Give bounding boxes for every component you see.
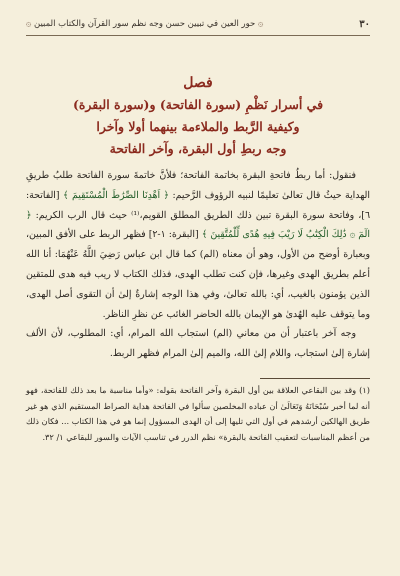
- heading-line-3: وكيفية الرَّبط والملاءمة بينهما أولا وآخرا: [96, 119, 300, 134]
- paragraph-1-text-a: فنقول: أما ربطُ فاتحةِ البقرة بخاتمة الفاتحة؛ فلأنَّ خاتمةَ سورة الفاتحة طلبُ طريقِ الهداية حيثُ قال تعالىٰ تعليمًا لنبيه الرؤوف الرَّحيم:: [26, 170, 370, 201]
- paragraph-1-text-c: [البقرة: ١-٢] فظهر الربط على الأفق المبين، وبعبارة أوضح من الأول، وهو أن معناه (الم) كما قال ابن عباس رَضِيَ اللَّهُ عَنْهُمَا: أنا الله أعلم بطريق الهدى وغيرها، فإن كنت تطلب الهدى، فذلك الكتاب لا ريب فيه هدى للمتقين الذين يؤمنون بالغيب، أي: بالله تعالىٰ، وفي هذا الوجه إشارةٌ إلىٰ أن التقوى أصل الهدى، وما يتوقف عليه الهُدىٰ هو الإيمان بالله الحاضر الغائب عن نظرِ الناظر.: [26, 229, 370, 320]
- body-text: [26, 166, 370, 364]
- header-rule: [26, 35, 370, 36]
- footnote-rule: [260, 378, 370, 379]
- ornament-icon: ۞: [257, 19, 264, 29]
- heading-line-2: في أسرار نَظْمِ (سورة الفاتحة) و(سورة البقرة): [72, 97, 324, 112]
- heading-line-4: وجه ربطِ أول البقرة، وآخر الفاتحة: [109, 141, 287, 156]
- ornament-icon: ۞: [26, 19, 32, 29]
- footnote: (١) وقد بين البقاعي العلاقة بين أول البقرة وآخر الفاتحة بقوله: «وأما مناسبة ما بعد ذلك للفاتحة، فهو أنه لما أخبر سُبْحَانَهُ وَتَعَالَىٰ أن عباده المخلصين سألوا في الفاتحة هداية الصراط المستقيم الذي هو غير طريق الهالكين أرشدهم في أول التي تليها إلى أن الهدى المسؤول إنما هو في هذا الكتاب ... فكان ذلك من أعظم المناسبات لتعقيب الفاتحة بالبقرة» نظم الدرر في تناسب الآيات والسور للبقاعي ١/ ٣٢.: [26, 384, 370, 442]
- running-title: حور العين في تبيين حسن وجه نظم سور القرآن والكتاب المبين: [33, 19, 256, 29]
- heading-line-1: فصل: [183, 75, 213, 91]
- running-title-group: [26, 19, 263, 29]
- quran-quote-1: ﴿ اَهْدِنَا الصِّرَٰطَ الْمُسْتَقِيمَ ﴾: [63, 189, 170, 201]
- paragraph-1-text-b: [الفاتحة: ٦]، وفاتحة سورة البقرة تبين ذلك الطريق المطلق القويم،⁽¹⁾ حيث قال الرب الكريم:: [26, 189, 370, 221]
- paragraph-1: [26, 166, 370, 324]
- section-heading: [26, 72, 370, 160]
- paragraph-2: وجه آخر باعتبار أن من معاني (الم) استجاب الله المرام، أي: المطلوب، لأن الألف إشارة إلىٰ استجاب، واللام إلىٰ الله، والميم إلىٰ المرام فظهر الربط.: [26, 328, 370, 360]
- page-number: ٣٠: [359, 18, 370, 30]
- running-header: [26, 16, 370, 32]
- quran-quote-2: ﴿ الٓمٓ ۞ ذَٰلِكَ الْكِتَٰبُ لَا رَيْبَ فِيهِ هُدًى لِّلْمُتَّقِينَ ﴾: [26, 209, 370, 241]
